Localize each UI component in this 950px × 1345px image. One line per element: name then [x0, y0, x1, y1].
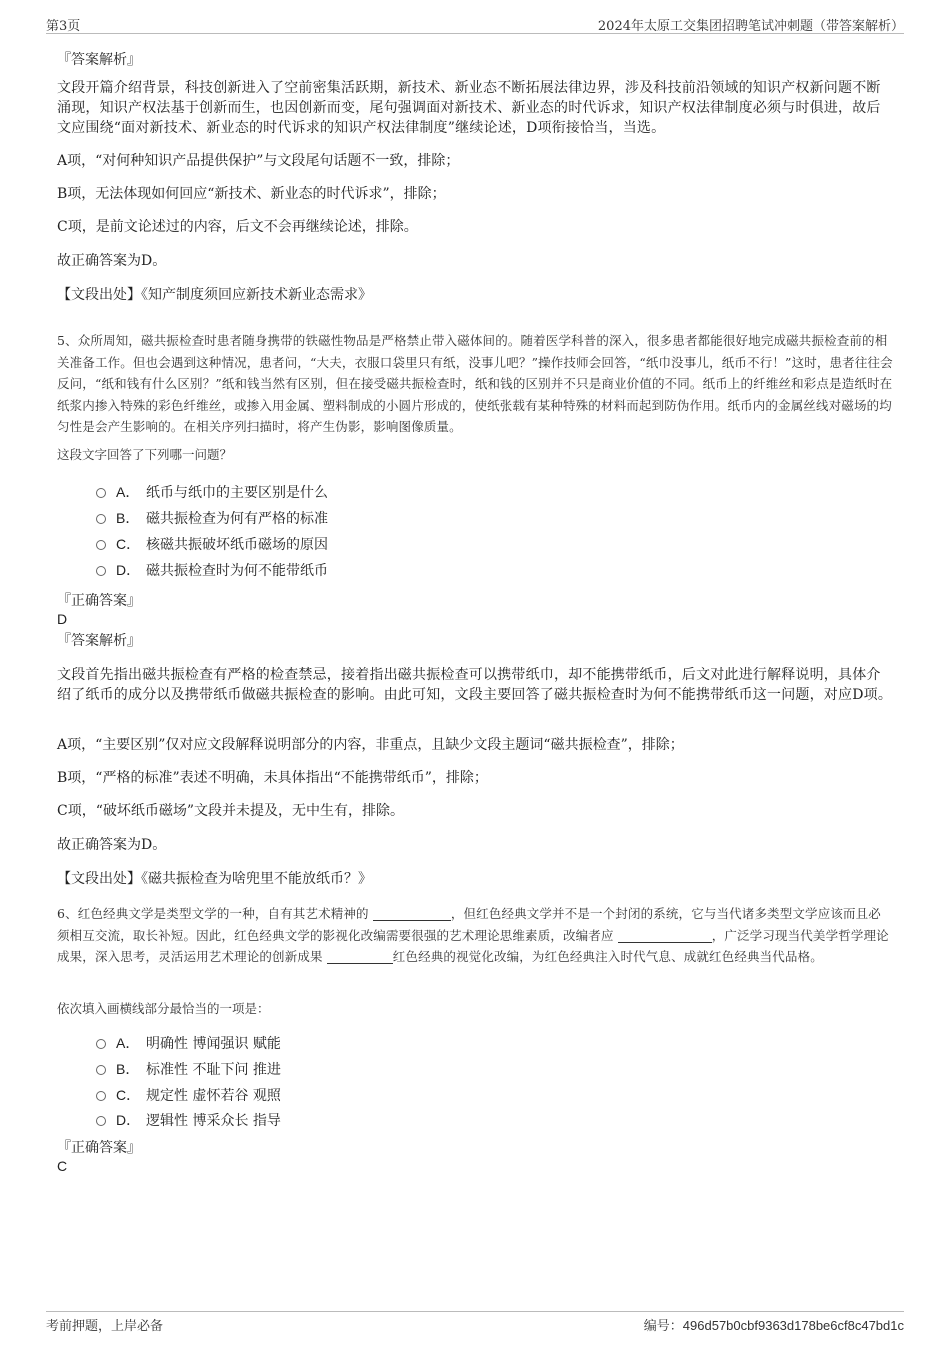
q6-answer-label: 『正确答案』	[57, 1140, 141, 1156]
q5-answer: D	[57, 611, 68, 627]
q5-option-a[interactable]: A． 纸币与纸巾的主要区别是什么	[96, 482, 328, 503]
blank-1	[373, 906, 451, 921]
footer-slogan: 考前押题，上岸必备	[46, 1319, 164, 1334]
blank-2	[618, 928, 712, 943]
q5-analysis-label: 『答案解析』	[57, 633, 141, 649]
q4-source: 【文段出处】《知产制度须回应新技术新业态需求》	[57, 287, 372, 303]
q5-option-a-analysis: A项，“主要区别”仅对应文段解释说明部分的内容，非重点，且缺少文段主题词“磁共振检查”，排除；	[57, 737, 684, 753]
page-number: 第3页	[46, 19, 81, 34]
radio-icon[interactable]	[96, 540, 106, 550]
q5-option-b[interactable]: B． 磁共振检查为何有严格的标准	[96, 508, 328, 529]
blank-3	[327, 949, 393, 964]
q5-source: 【文段出处】《磁共振检查为啥兜里不能放纸币？》	[57, 871, 372, 887]
q4-conclusion: 故正确答案为D。	[57, 253, 167, 269]
q6-option-a[interactable]: A． 明确性 博闻强识 赋能	[96, 1033, 281, 1054]
radio-icon[interactable]	[96, 1065, 106, 1075]
q5-answer-label: 『正确答案』	[57, 593, 141, 609]
radio-icon[interactable]	[96, 566, 106, 576]
q6-option-d[interactable]: D． 逻辑性 博采众长 指导	[96, 1110, 281, 1131]
document-code: 编号：496d57b0cbf9363d178be6cf8c47bd1c	[643, 1318, 904, 1334]
q5-passage: 5、众所周知，磁共振检查时患者随身携带的铁磁性物品是严格禁止带入磁体间的。随着医学科普的深入，很多患者都能很好地完成磁共振检查前的相关准备工作。但也会遇到这种情况，患者问，“大夫，衣服口袋里只有纸，没事儿吧？”操作技师会回答，“纸巾没事儿，纸币不行！”这时，患者往往会反问，“纸和钱有什么区别？”纸和钱当然有区别，但在接受磁共振检查时，纸和钱的区别并不只是商业价值的不同。纸币上的纤维丝和彩点是造纸时在纸浆内掺入特殊的彩色纤维丝，或掺入用金属、塑料制成的小圆片形成的，使纸张载有某种特殊的材料而起到防伪作用。纸币内的金属丝线对磁场的均匀性是会产生影响的。在相关序列扫描时，将产生伪影，影响图像质量。	[57, 333, 893, 434]
q6-option-c[interactable]: C． 规定性 虚怀若谷 观照	[96, 1085, 281, 1106]
radio-icon[interactable]	[96, 1039, 106, 1049]
q6-option-b[interactable]: B． 标准性 不耻下问 推进	[96, 1059, 281, 1080]
q5-option-d[interactable]: D． 磁共振检查时为何不能带纸币	[96, 560, 328, 581]
q5-analysis-text: 文段首先指出磁共振检查有严格的检查禁忌，接着指出磁共振检查可以携带纸巾，却不能携带纸币，后文对此进行解释说明，具体介绍了纸币的成分以及携带纸币做磁共振检查的影响。由此可知，文段主要回答了磁共振检查时为何不能携带纸币这一问题，对应D项。	[57, 667, 893, 703]
q5-option-c-analysis: C项，“破坏纸币磁场”文段并未提及，无中生有，排除。	[57, 803, 405, 819]
q6-passage: 6、红色经典文学是类型文学的一种，自有其艺术精神的 ，但红色经典文学并不是一个封闭的系统，它与当代诸多类型文学应该而且必须相互交流，取长补短。因此，红色经典文学的影视化改编需要很强的艺术理论思维素质，改编者应 ，广泛学习现当代美学哲学理论成果，深入思考，灵活运用艺术理论的创新成果 红色经典的视觉化改编，为红色经典注入时代气息、成就红色经典当代品格。	[57, 906, 889, 964]
q5-option-c[interactable]: C． 核磁共振破坏纸币磁场的原因	[96, 534, 328, 555]
page-footer	[46, 1311, 904, 1336]
q4-option-b-analysis: B项，无法体现如何回应“新技术、新业态的时代诉求”，排除；	[57, 186, 446, 202]
radio-icon[interactable]	[96, 488, 106, 498]
page-header	[46, 13, 904, 34]
q6-question: 依次填入画横线部分最恰当的一项是：	[57, 1001, 270, 1016]
q4-analysis-label: 『答案解析』	[57, 52, 141, 68]
q6-answer: C	[57, 1158, 68, 1174]
document-title: 2024年太原工交集团招聘笔试冲刺题（带答案解析）	[597, 19, 904, 34]
q5-question: 这段文字回答了下列哪一问题？	[57, 447, 233, 462]
q5-option-b-analysis: B项，“严格的标准”表述不明确，未具体指出“不能携带纸币”，排除；	[57, 770, 488, 786]
radio-icon[interactable]	[96, 1116, 106, 1126]
q5-conclusion: 故正确答案为D。	[57, 837, 167, 853]
radio-icon[interactable]	[96, 514, 106, 524]
radio-icon[interactable]	[96, 1091, 106, 1101]
q4-option-c-analysis: C项，是前文论述过的内容，后文不会再继续论述，排除。	[57, 219, 418, 235]
q4-option-a-analysis: A项，“对何种知识产品提供保护”与文段尾句话题不一致，排除；	[57, 153, 460, 169]
q4-analysis-text: 文段开篇介绍背景，科技创新进入了空前密集活跃期，新技术、新业态不断拓展法律边界，涉及科技前沿领域的知识产权新问题不断涌现，知识产权法基于创新而生，也因创新而变，尾句强调面对新技术、新业态的时代诉求，知识产权法律制度必须与时俱进，故后文应围绕“面对新技术、新业态的时代诉求的知识产权法律制度”继续论述，D项衔接恰当，当选。	[57, 80, 881, 136]
